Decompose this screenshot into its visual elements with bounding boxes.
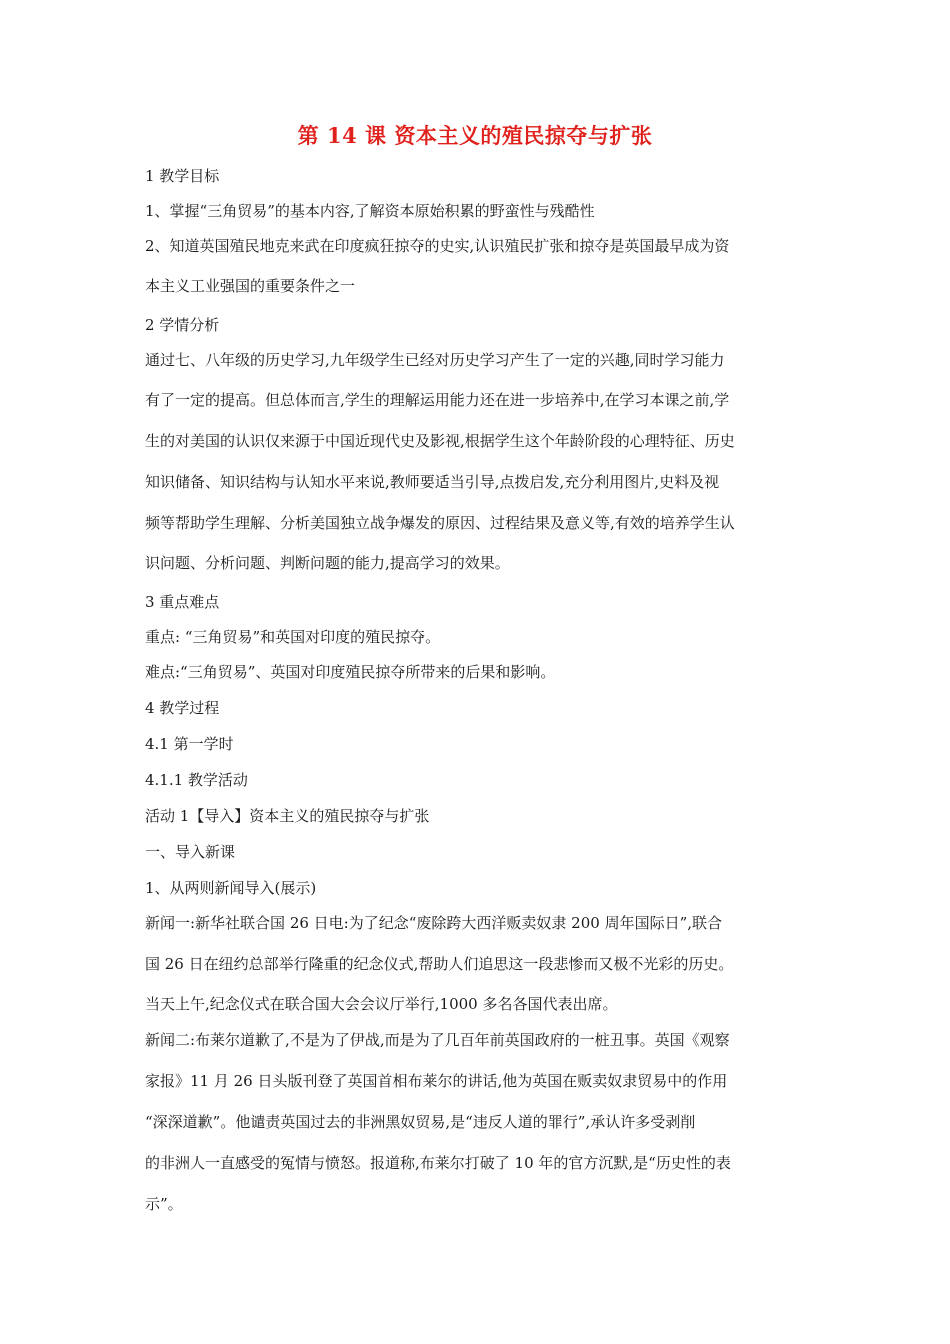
lesson-title: 第 14 课 资本主义的殖民掠夺与扩张 xyxy=(297,123,653,148)
text-line: 当天上午,纪念仪式在联合国大会会议厅举行,1000 多名各国代表出席。 xyxy=(145,995,618,1013)
text-line: 2、知道英国殖民地克来武在印度疯狂掠夺的史实,认识殖民扩张和掠夺是英国最早成为资 xyxy=(145,237,730,255)
text-line: 示”。 xyxy=(145,1195,183,1213)
text-line: 3 重点难点 xyxy=(145,593,220,611)
text-line: “深深道歉”。他谴责英国过去的非洲黑奴贸易,是“违反人道的罪行”,承认许多受剥削 xyxy=(145,1113,696,1131)
text-line: 频等帮助学生理解、分析美国独立战争爆发的原因、过程结果及意义等,有效的培养学生认 xyxy=(145,514,735,532)
text-line: 通过七、八年级的历史学习,九年级学生已经对历史学习产生了一定的兴趣,同时学习能力 xyxy=(145,351,725,369)
text-line: 4.1.1 教学活动 xyxy=(145,771,248,789)
text-line: 1、掌握“三角贸易”的基本内容,了解资本原始积累的野蛮性与残酷性 xyxy=(145,202,595,220)
text-line: 识问题、分析问题、判断问题的能力,提高学习的效果。 xyxy=(145,554,510,572)
text-line: 知识储备、知识结构与认知水平来说,教师要适当引导,点拨启发,充分利用图片,史料及视 xyxy=(145,473,720,491)
text-line: 新闻二:布莱尔道歉了,不是为了伊战,而是为了几百年前英国政府的一桩丑事。英国《观察 xyxy=(145,1031,730,1049)
text-line: 本主义工业强国的重要条件之一 xyxy=(145,277,356,295)
text-line: 2 学情分析 xyxy=(145,316,220,334)
text-line: 的非洲人一直感受的冤情与愤怒。报道称,布莱尔打破了 10 年的官方沉默,是“历史性的表 xyxy=(145,1154,731,1172)
text-line: 一、导入新课 xyxy=(145,843,236,861)
text-line: 家报》11 月 26 日头版刊登了英国首相布莱尔的讲话,他为英国在贩卖奴隶贸易中的作用 xyxy=(145,1072,728,1090)
text-line: 活动 1【导入】资本主义的殖民掠夺与扩张 xyxy=(145,807,430,825)
text-line: 国 26 日在纽约总部举行隆重的纪念仪式,帮助人们追思这一段悲惨而又极不光彩的历史。 xyxy=(145,955,734,973)
text-line: 难点:“三角贸易”、英国对印度殖民掠夺所带来的后果和影响。 xyxy=(145,663,556,681)
text-line: 新闻一:新华社联合国 26 日电:为了纪念“废除跨大西洋贩卖奴隶 200 周年国际日”,联合 xyxy=(145,914,723,932)
text-line: 有了一定的提高。但总体而言,学生的理解运用能力还在进一步培养中,在学习本课之前,学 xyxy=(145,391,730,409)
text-line: 4 教学过程 xyxy=(145,699,220,717)
text-line: 4.1 第一学时 xyxy=(145,735,234,753)
text-line: 1 教学目标 xyxy=(145,167,220,185)
text-line: 生的对美国的认识仅来源于中国近现代史及影视,根据学生这个年龄阶段的心理特征、历史 xyxy=(145,432,735,450)
text-line: 重点: “三角贸易”和英国对印度的殖民掠夺。 xyxy=(145,628,441,646)
text-line: 1、从两则新闻导入(展示) xyxy=(145,879,317,897)
